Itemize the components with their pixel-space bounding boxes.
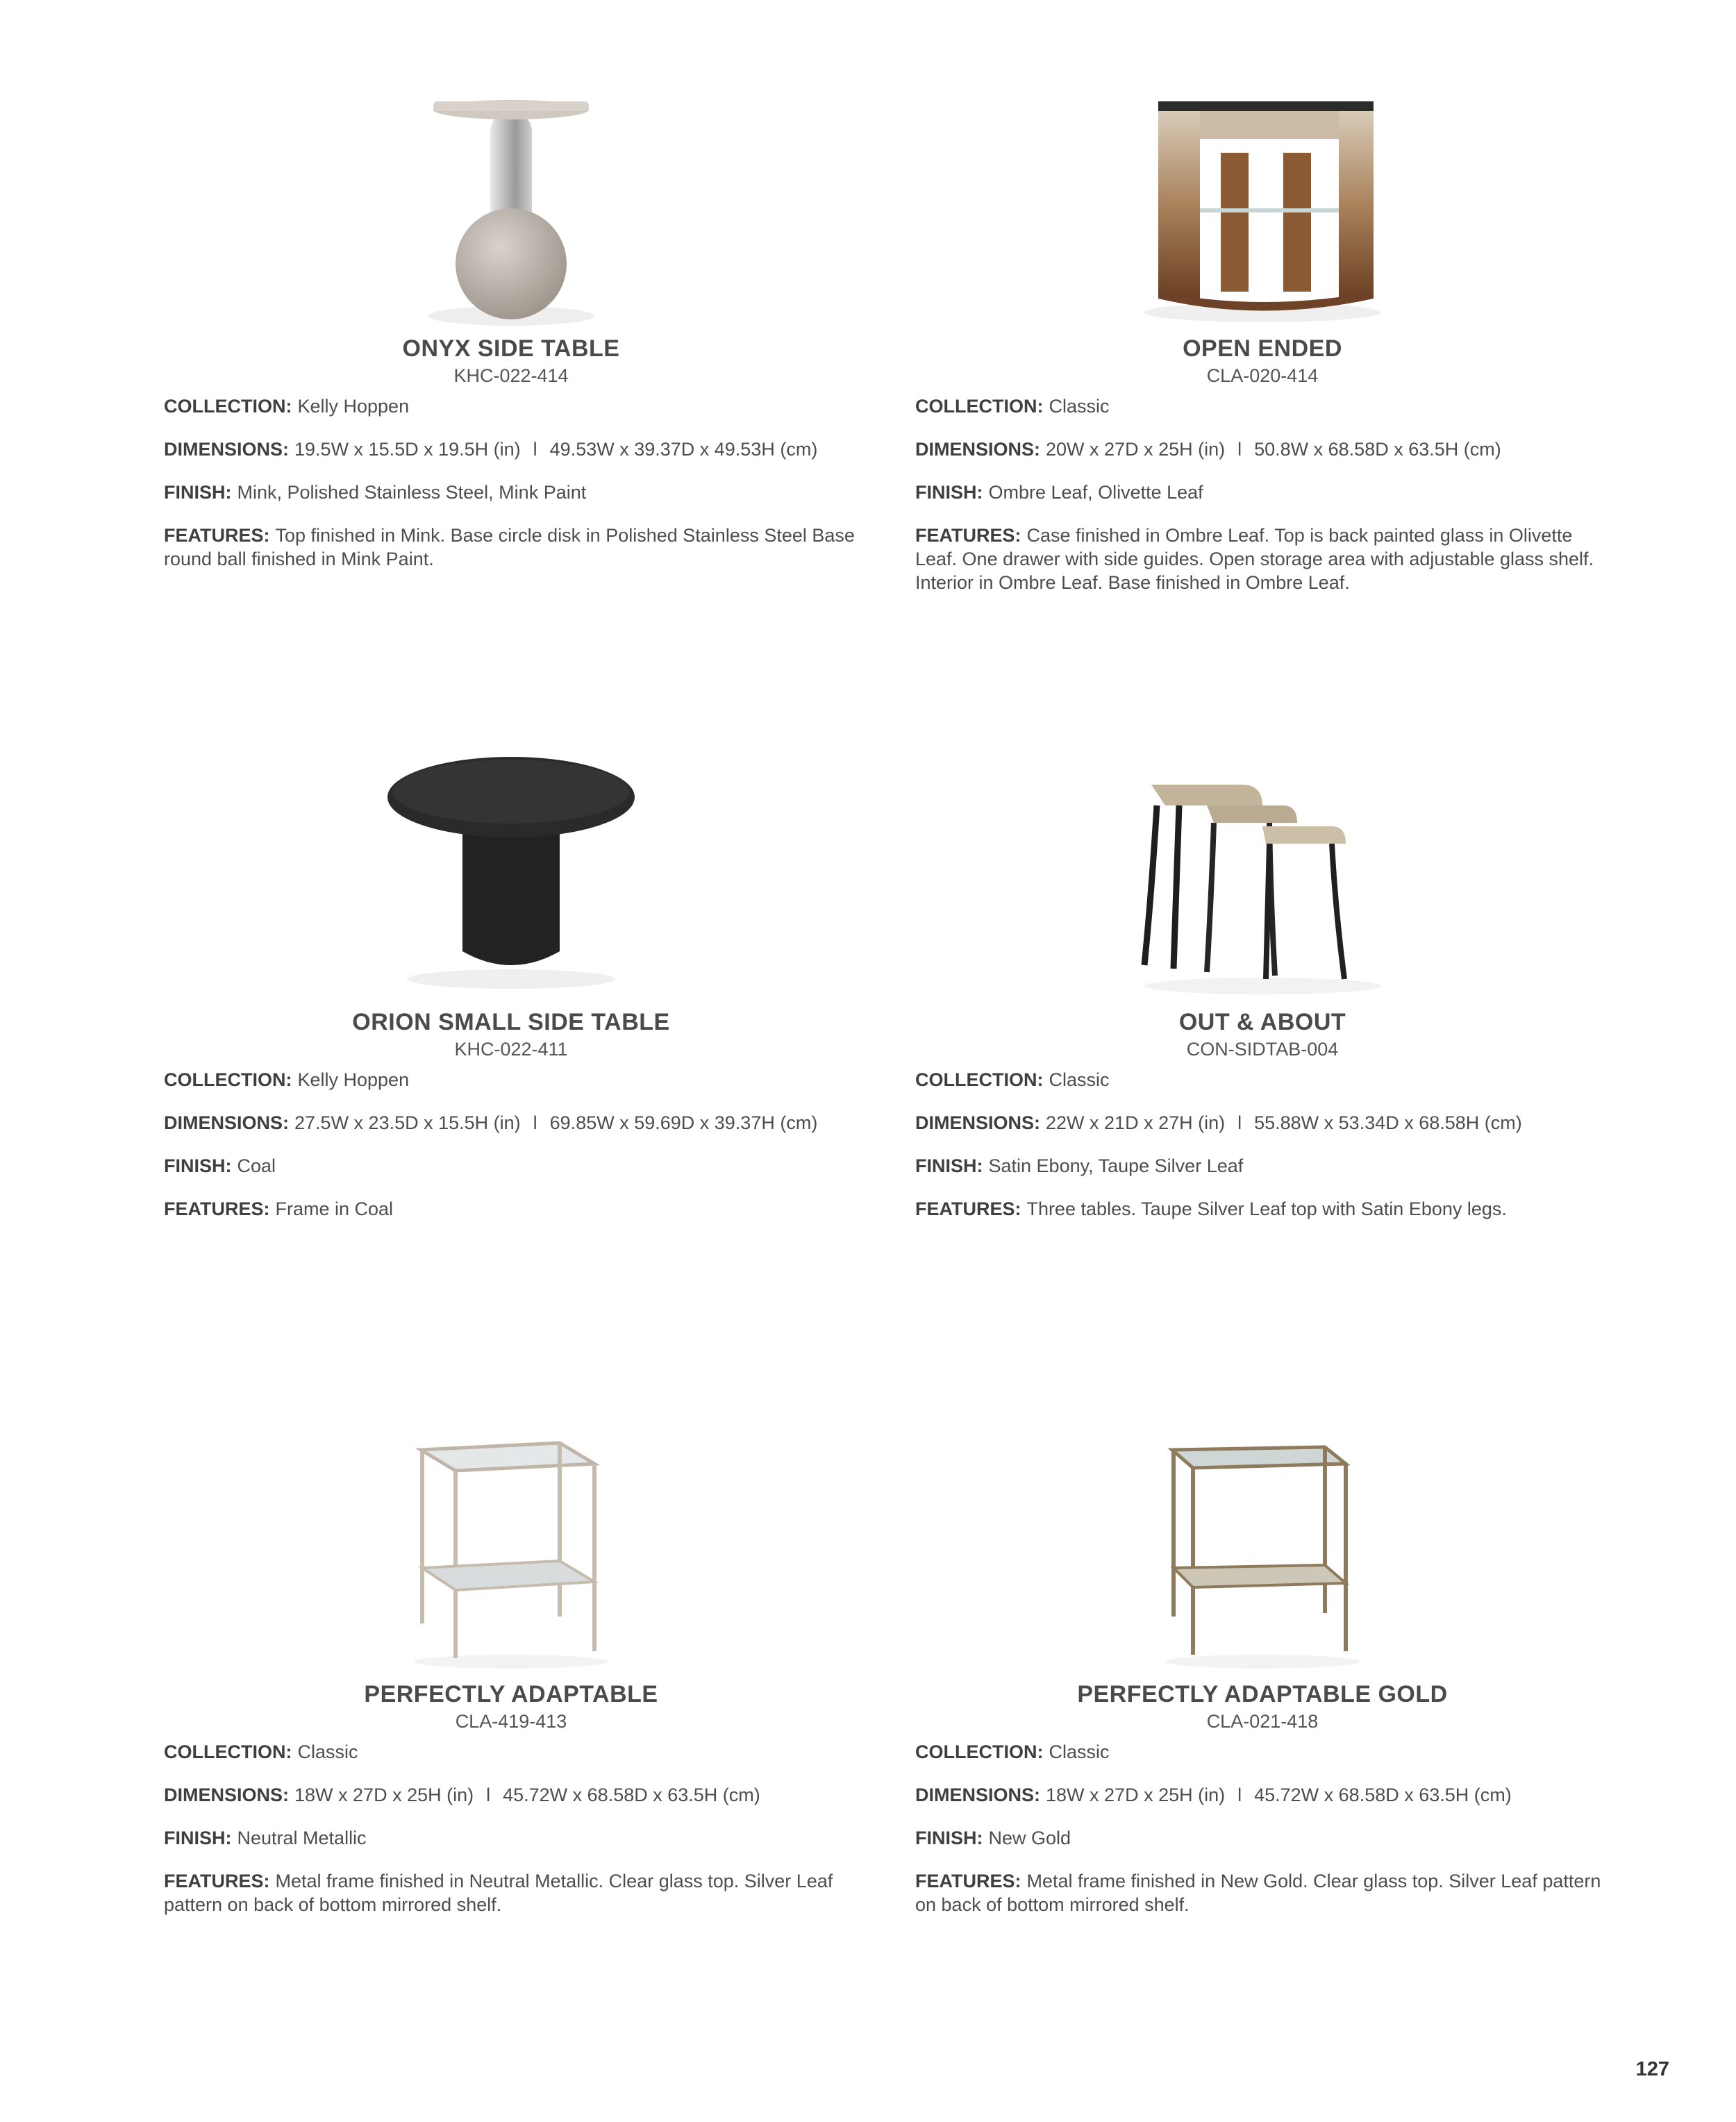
features-row: [915, 1197, 1610, 1221]
collection-row: [164, 1068, 858, 1092]
collection-label: COLLECTION:: [915, 1069, 1044, 1090]
product-photo: [915, 83, 1610, 333]
dimensions-row: [915, 1111, 1610, 1135]
product-sku: CON-SIDTAB-004: [1186, 1039, 1339, 1060]
product-card: [915, 757, 1610, 1240]
collection-row: [915, 1740, 1610, 1764]
dimensions-label: DIMENSIONS:: [915, 1112, 1041, 1133]
features-value: Three tables. Taupe Silver Leaf top with Satin Ebony legs.: [1026, 1198, 1507, 1219]
product-photo: [915, 1429, 1610, 1679]
finish-value: Ombre Leaf, Olivette Leaf: [988, 482, 1203, 503]
collection-row: [164, 394, 858, 418]
features-label: FEATURES:: [164, 525, 270, 546]
finish-label: FINISH:: [915, 1828, 983, 1848]
dimensions-cm: 55.88W x 53.34D x 68.58H (cm): [1254, 1112, 1522, 1133]
finish-row: [164, 1154, 858, 1178]
product-name: PERFECTLY ADAPTABLE: [364, 1681, 658, 1707]
dimensions-label: DIMENSIONS:: [915, 439, 1041, 460]
out-and-about-tables-image: [1124, 757, 1401, 1007]
dimensions-cm: 49.53W x 39.37D x 49.53H (cm): [549, 439, 818, 460]
dimensions-row: [915, 1783, 1610, 1807]
product-card: [915, 1429, 1610, 1936]
dimensions-in: 19.5W x 15.5D x 19.5H (in): [294, 439, 521, 460]
finish-value: New Gold: [988, 1828, 1071, 1848]
product-sku: CLA-020-414: [1206, 365, 1319, 386]
dimensions-cm: 50.8W x 68.58D x 63.5H (cm): [1254, 439, 1501, 460]
finish-value: Satin Ebony, Taupe Silver Leaf: [988, 1155, 1244, 1176]
features-value: Frame in Coal: [275, 1198, 394, 1219]
collection-label: COLLECTION:: [164, 396, 292, 417]
features-label: FEATURES:: [915, 1871, 1021, 1891]
features-row: [164, 1869, 858, 1916]
collection-label: COLLECTION:: [164, 1741, 292, 1762]
product-name: ORION SMALL SIDE TABLE: [352, 1009, 670, 1035]
perfectly-adaptable-gold-table-image: [1137, 1429, 1387, 1679]
dimensions-cm: 45.72W x 68.58D x 63.5H (cm): [1254, 1785, 1512, 1805]
features-label: FEATURES:: [915, 525, 1021, 546]
product-name: PERFECTLY ADAPTABLE GOLD: [1077, 1681, 1448, 1707]
dimensions-cm: 69.85W x 59.69D x 39.37H (cm): [549, 1112, 818, 1133]
product-sku: CLA-021-418: [1206, 1711, 1319, 1732]
dimensions-in: 27.5W x 23.5D x 15.5H (in): [294, 1112, 521, 1133]
dimensions-row: [164, 437, 858, 461]
features-value: Metal frame finished in New Gold. Clear glass top. Silver Leaf pattern on back of bottom mirrored shelf.: [915, 1871, 1601, 1915]
finish-value: Neutral Metallic: [237, 1828, 367, 1848]
dimensions-label: DIMENSIONS:: [164, 1785, 290, 1805]
finish-row: [915, 481, 1610, 504]
finish-label: FINISH:: [915, 482, 983, 503]
product-photo: [164, 757, 858, 1007]
finish-label: FINISH:: [164, 482, 232, 503]
dimensions-separator: l: [1237, 1785, 1242, 1805]
features-value: Case finished in Ombre Leaf. Top is back painted glass in Olivette Leaf. One drawer with side guides. Open storage area with adjustable glass shelf. Interior in Ombre Leaf. Base finished in Ombre Leaf.: [915, 525, 1594, 593]
collection-label: COLLECTION:: [164, 1069, 292, 1090]
collection-row: [915, 1068, 1610, 1092]
dimensions-row: [915, 437, 1610, 461]
product-photo: [164, 83, 858, 333]
features-label: FEATURES:: [915, 1198, 1021, 1219]
product-name: OUT & ABOUT: [1178, 1009, 1346, 1035]
product-name: OPEN ENDED: [1183, 335, 1342, 362]
features-row: [164, 524, 858, 571]
finish-row: [915, 1826, 1610, 1850]
product-sku: KHC-022-414: [453, 365, 569, 386]
dimensions-label: DIMENSIONS:: [164, 1112, 290, 1133]
perfectly-adaptable-table-image: [386, 1429, 636, 1679]
dimensions-cm: 45.72W x 68.58D x 63.5H (cm): [503, 1785, 760, 1805]
product-card: [164, 83, 858, 590]
finish-label: FINISH:: [164, 1155, 232, 1176]
collection-row: [915, 394, 1610, 418]
dimensions-row: [164, 1111, 858, 1135]
product-sku: KHC-022-411: [454, 1039, 568, 1060]
finish-row: [915, 1154, 1610, 1178]
finish-row: [164, 481, 858, 504]
finish-value: Mink, Polished Stainless Steel, Mink Paint: [237, 482, 587, 503]
features-label: FEATURES:: [164, 1198, 270, 1219]
onyx-side-table-image: [386, 83, 636, 333]
dimensions-separator: l: [533, 1112, 537, 1133]
open-ended-table-image: [1117, 83, 1408, 333]
page-number: 127: [1635, 2058, 1669, 2080]
collection-value: Kelly Hoppen: [297, 1069, 410, 1090]
dimensions-separator: l: [1237, 439, 1242, 460]
dimensions-in: 20W x 27D x 25H (in): [1046, 439, 1226, 460]
product-photo: [915, 757, 1610, 1007]
dimensions-in: 22W x 21D x 27H (in): [1046, 1112, 1226, 1133]
product-card: [915, 83, 1610, 614]
features-label: FEATURES:: [164, 1871, 270, 1891]
orion-side-table-image: [372, 757, 650, 1007]
product-sku: CLA-419-413: [455, 1711, 567, 1732]
collection-value: Classic: [1049, 1741, 1110, 1762]
finish-value: Coal: [237, 1155, 276, 1176]
dimensions-separator: l: [533, 439, 537, 460]
dimensions-in: 18W x 27D x 25H (in): [294, 1785, 474, 1805]
finish-label: FINISH:: [915, 1155, 983, 1176]
collection-value: Classic: [1049, 1069, 1110, 1090]
collection-value: Classic: [297, 1741, 358, 1762]
features-row: [164, 1197, 858, 1221]
product-card: [164, 1429, 858, 1936]
dimensions-separator: l: [486, 1785, 491, 1805]
dimensions-row: [164, 1783, 858, 1807]
features-value: Metal frame finished in Neutral Metallic. Clear glass top. Silver Leaf pattern on back of bottom mirrored shelf.: [164, 1871, 833, 1915]
product-photo: [164, 1429, 858, 1679]
features-row: [915, 524, 1610, 594]
collection-label: COLLECTION:: [915, 396, 1044, 417]
collection-value: Classic: [1049, 396, 1110, 417]
features-row: [915, 1869, 1610, 1916]
finish-row: [164, 1826, 858, 1850]
dimensions-label: DIMENSIONS:: [164, 439, 290, 460]
product-card: [164, 757, 858, 1240]
finish-label: FINISH:: [164, 1828, 232, 1848]
dimensions-in: 18W x 27D x 25H (in): [1046, 1785, 1226, 1805]
collection-label: COLLECTION:: [915, 1741, 1044, 1762]
product-name: ONYX SIDE TABLE: [402, 335, 620, 362]
collection-value: Kelly Hoppen: [297, 396, 410, 417]
dimensions-label: DIMENSIONS:: [915, 1785, 1041, 1805]
dimensions-separator: l: [1237, 1112, 1242, 1133]
features-value: Top finished in Mink. Base circle disk in Polished Stainless Steel Base round ball finished in Mink Paint.: [164, 525, 855, 569]
collection-row: [164, 1740, 858, 1764]
